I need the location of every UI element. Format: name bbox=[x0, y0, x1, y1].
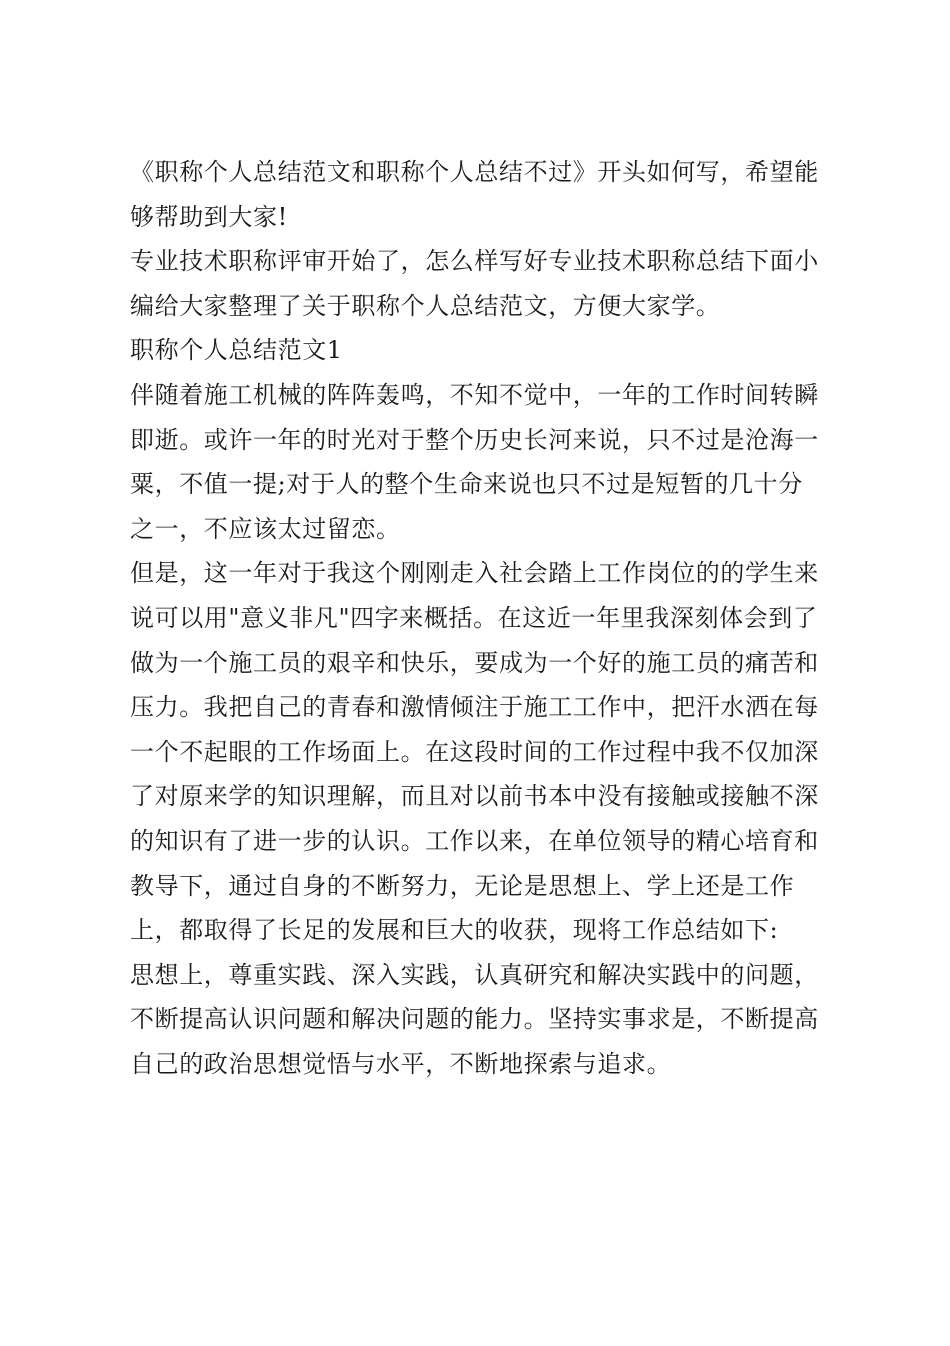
lead-paragraph: 专业技术职称评审开始了，怎么样写好专业技术职称总结下面小编给大家整理了关于职称个人总结范文，方便大家学。 bbox=[130, 247, 819, 320]
intro-paragraph: 《职称个人总结范文和职称个人总结不过》开头如何写，希望能够帮助到大家! bbox=[130, 158, 819, 231]
document-page bbox=[130, 150, 822, 1086]
body-paragraph-1: 伴随着施工机械的阵阵轰鸣，不知不觉中，一年的工作时间转瞬即逝。或许一年的时光对于整个历史长河来说，只不过是沧海一粟，不值一提;对于人的整个生命来说也只不过是短暂的几十分之一，不应该太过留恋。 bbox=[130, 380, 819, 543]
body-paragraph-3: 思想上，尊重实践、深入实践，认真研究和解决实践中的问题，不断提高认识问题和解决问题的能力。坚持实事求是，不断提高自己的政治思想觉悟与水平，不断地探索与追求。 bbox=[130, 960, 819, 1078]
body-paragraph-2: 但是，这一年对于我这个刚刚走入社会踏上工作岗位的的学生来说可以用"意义非凡"四字来概括。在这近一年里我深刻体会到了做为一个施工员的艰辛和快乐，要成为一个好的施工员的痛苦和压力。我把自己的青春和激情倾注于施工工作中，把汗水洒在每一个不起眼的工作场面上。在这段时间的工作过程中我不仅加深了对原来学的知识理解，而且对以前书本中没有接触或接触不深的知识有了进一步的认识。工作以来，在单位领导的精心培育和教导下，通过自身的不断努力，无论是思想上、学上还是工作上，都取得了长足的发展和巨大的收获，现将工作总结如下: bbox=[130, 559, 819, 945]
section-heading: 职称个人总结范文1 bbox=[130, 336, 343, 365]
